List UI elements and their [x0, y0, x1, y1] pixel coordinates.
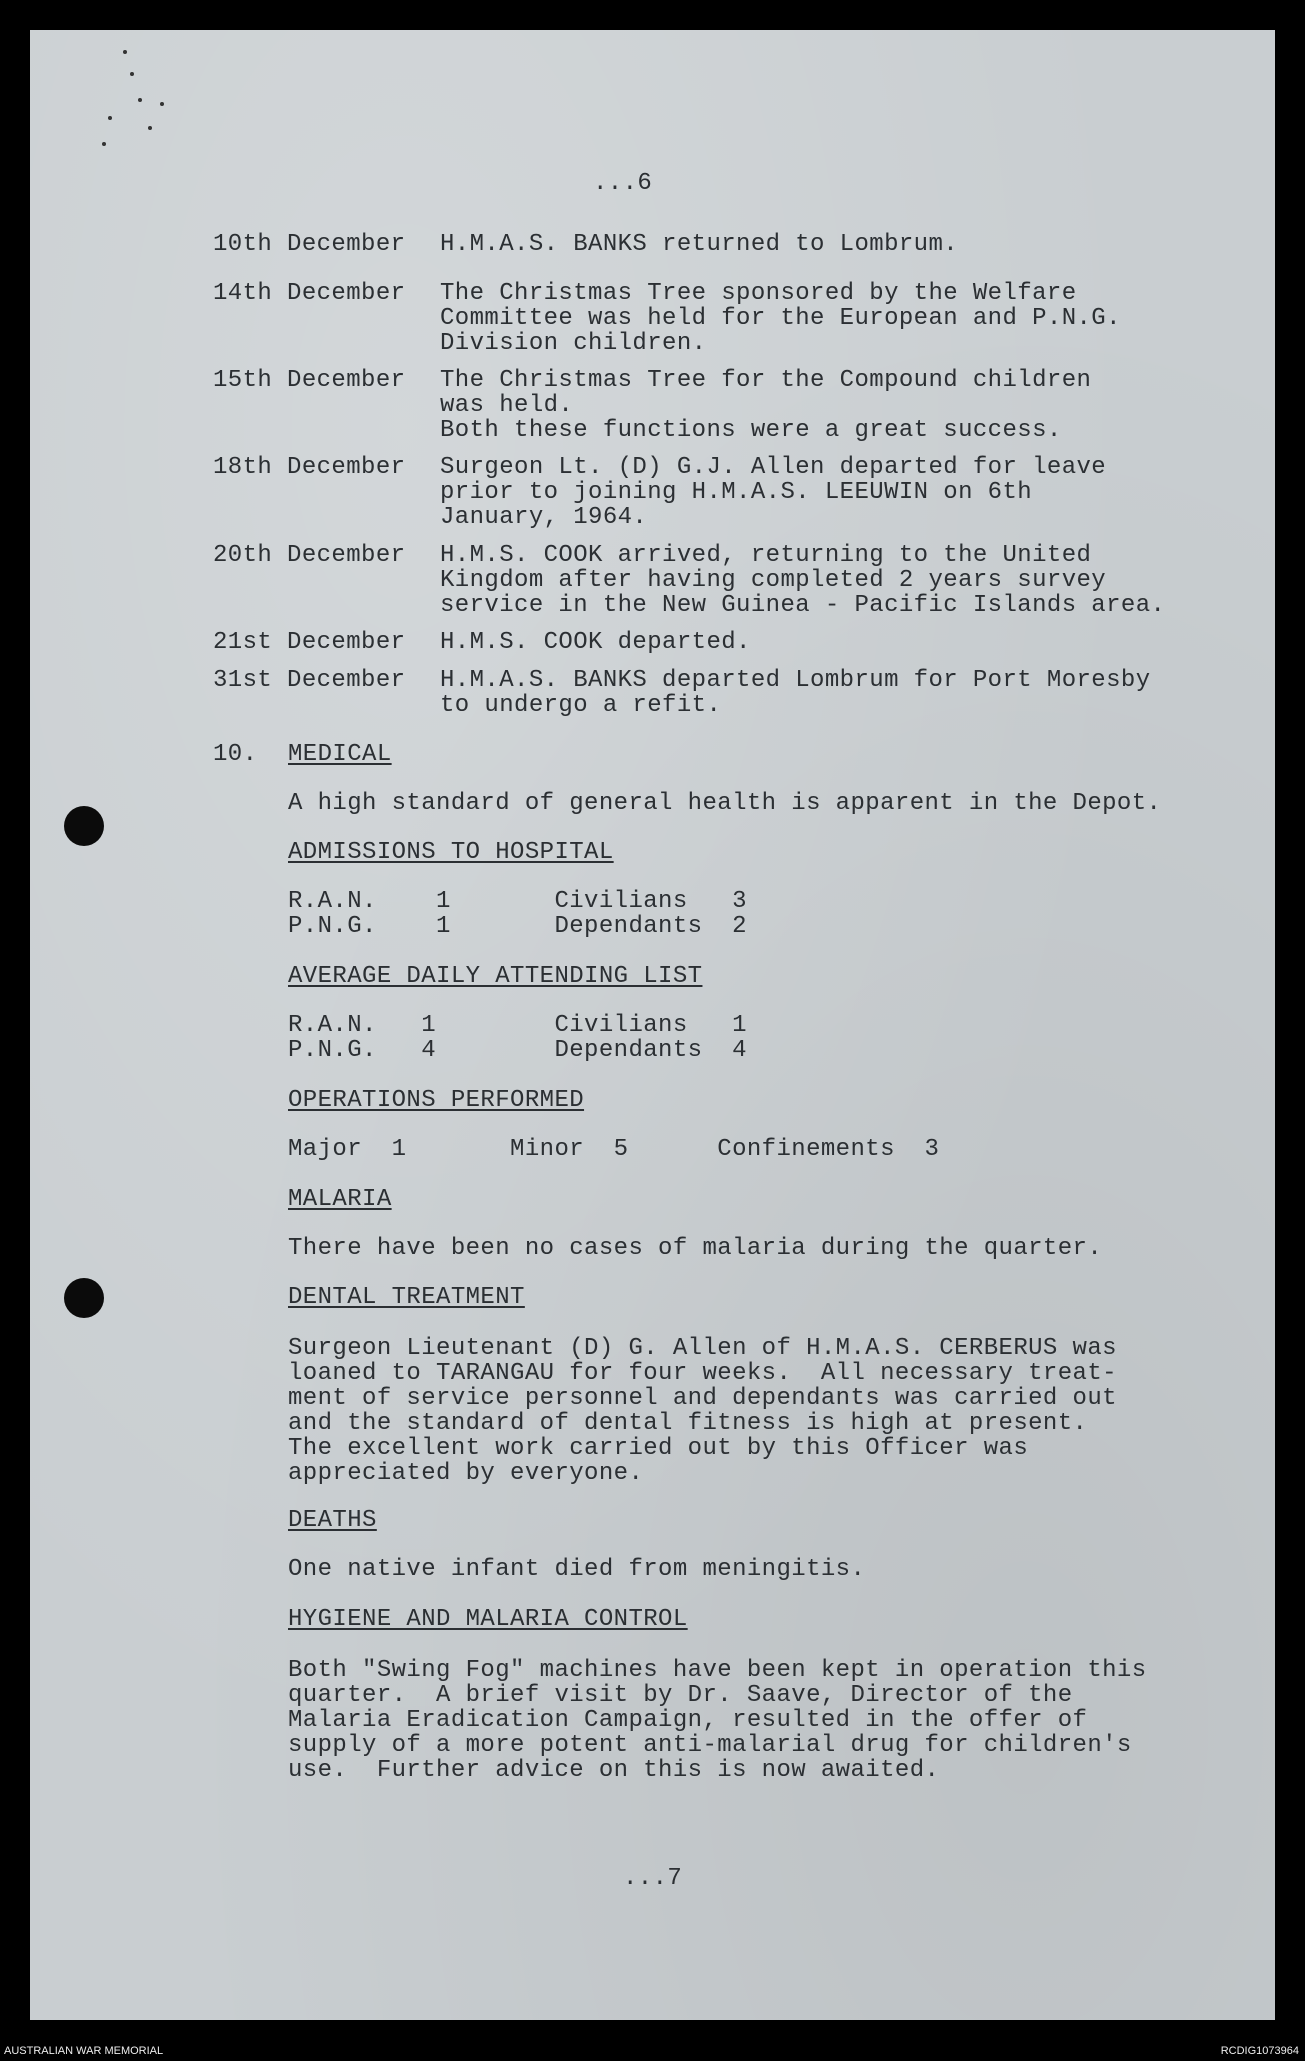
attending-heading: AVERAGE DAILY ATTENDING LIST — [288, 963, 703, 990]
punch-hole — [64, 806, 104, 846]
event-text: H.M.S. COOK departed. — [440, 629, 751, 656]
dental-text: Surgeon Lieutenant (D) G. Allen of H.M.A.S. CERBERUS was loaned to TARANGAU for four weeks. All necessary treat- ment of service personnel and dependants was carried out and the standard of dental fitness is high at present. The excellent work carried out by this Officer was appreciated by everyone. — [288, 1335, 1117, 1487]
event-date: 15th December — [213, 367, 406, 394]
event-date: 21st December — [213, 629, 406, 656]
event-text: The Christmas Tree sponsored by the Welfare Committee was held for the European and P.N.G. Division children. — [440, 280, 1121, 357]
ink-speck — [130, 72, 134, 76]
deaths-heading: DEATHS — [288, 1507, 377, 1534]
event-text: H.M.A.S. BANKS returned to Lombrum. — [440, 231, 959, 258]
hygiene-text: Both "Swing Fog" machines have been kept in operation this quarter. A brief visit by Dr. Saave, Director of the Malaria Eradication Campaign, resulted in the offer of supply of a more potent anti-malarial drug for children's use. Further advice on this is now awaited. — [288, 1657, 1147, 1784]
ink-speck — [160, 102, 164, 106]
attending-row: P.N.G. 4 Dependants 4 — [288, 1037, 747, 1064]
admissions-row: P.N.G. 1 Dependants 2 — [288, 913, 747, 940]
page-number-bottom: ...7 — [623, 1865, 683, 1892]
event-date: 14th December — [213, 280, 406, 307]
event-text: H.M.A.S. BANKS departed Lombrum for Port Moresby to undergo a refit. — [440, 667, 1151, 719]
event-date: 20th December — [213, 542, 406, 569]
admissions-row: R.A.N. 1 Civilians 3 — [288, 888, 747, 915]
event-text: Surgeon Lt. (D) G.J. Allen departed for leave prior to joining H.M.A.S. LEEUWIN on 6th January, 1964. — [440, 454, 1107, 531]
ink-speck — [148, 126, 152, 130]
section-number: 10. — [213, 741, 258, 768]
attending-row: R.A.N. 1 Civilians 1 — [288, 1012, 747, 1039]
event-text: H.M.S. COOK arrived, returning to the United Kingdom after having completed 2 years survey service in the New Guinea - Pacific Islands area. — [440, 542, 1166, 619]
medical-intro: A high standard of general health is apparent in the Depot. — [288, 790, 1162, 817]
malaria-heading: MALARIA — [288, 1186, 392, 1213]
ink-speck — [123, 50, 127, 54]
archive-reference: RCDIG1073964 — [1220, 2045, 1299, 2057]
deaths-text: One native infant died from meningitis. — [288, 1556, 866, 1583]
malaria-text: There have been no cases of malaria during the quarter. — [288, 1235, 1103, 1262]
archive-footer — [0, 2041, 1305, 2061]
ink-speck — [108, 116, 112, 120]
punch-hole — [64, 1278, 104, 1318]
event-date: 10th December — [213, 231, 406, 258]
event-date: 18th December — [213, 454, 406, 481]
archive-name: AUSTRALIAN WAR MEMORIAL — [4, 2045, 164, 2057]
section-title: MEDICAL — [288, 741, 392, 768]
event-text: The Christmas Tree for the Compound children was held. Both these functions were a great success. — [440, 367, 1092, 444]
admissions-heading: ADMISSIONS TO HOSPITAL — [288, 839, 614, 866]
dental-heading: DENTAL TREATMENT — [288, 1284, 525, 1311]
hygiene-heading: HYGIENE AND MALARIA CONTROL — [288, 1606, 688, 1633]
operations-heading: OPERATIONS PERFORMED — [288, 1087, 585, 1114]
operations-row: Major 1 Minor 5 Confinements 3 — [288, 1136, 940, 1163]
page-number-top: ...6 — [593, 170, 653, 197]
event-date: 31st December — [213, 667, 406, 694]
ink-speck — [102, 142, 106, 146]
ink-speck — [138, 98, 142, 102]
